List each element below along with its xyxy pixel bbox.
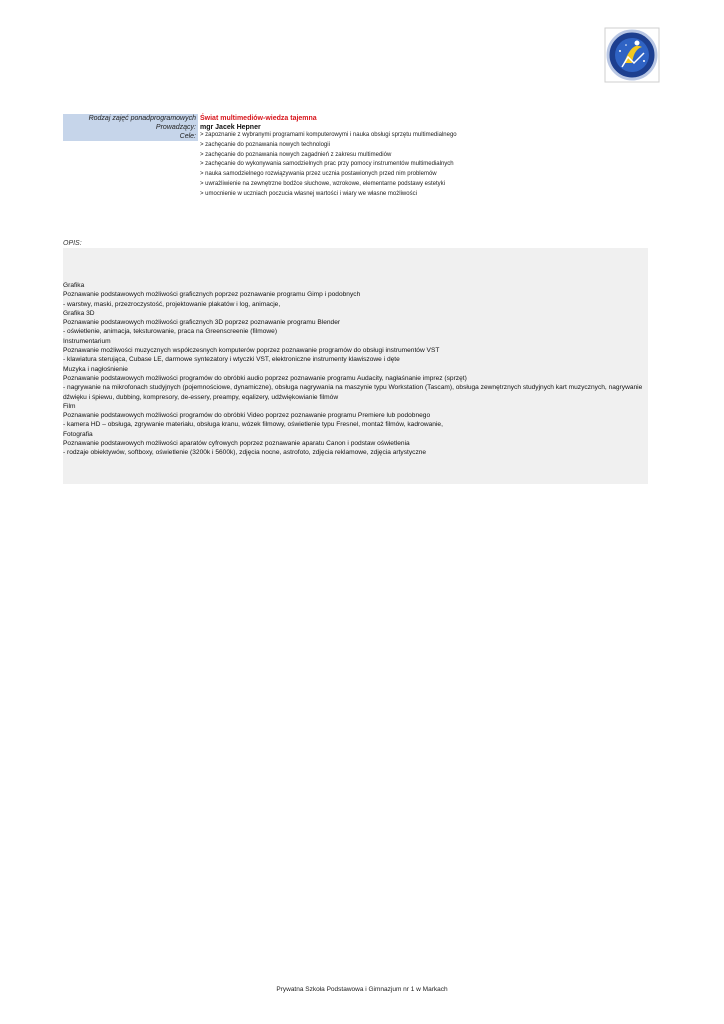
description-line: Poznawanie możliwości muzycznych współczesnych komputerów poprzez poznawanie programów do obsługi instrumentów VST	[63, 347, 440, 355]
description-line: Poznawanie podstawowych możliwości graficznych 3D poprzez poznawanie programu Blender	[63, 319, 341, 327]
school-emblem-icon	[604, 27, 660, 83]
description-line: - rodzaje obiektywów, softboxy, oświetlenie (3200k i 5600k), zdjęcia nocne, astrofoto, zdjęcia reklamowe, zdjęcia artystyczne	[63, 449, 427, 457]
description-line: - klawiatura sterująca, Cubase LE, darmowe syntezatory i wtyczki VST, elektroniczne instrumenty klawiszowe i dęte	[63, 356, 400, 364]
description-line: - kamera HD – obsługa, zgrywanie materiału, obsługa kranu, wózek filmowy, oświetlenie typu Fresnel, montaż filmów, kadrowanie,	[63, 421, 443, 429]
goal-item: > zachęcanie do wykonywania samodzielnych prac przy pomocy instrumentów multimedialnych	[200, 161, 454, 168]
goal-item: > zapoznanie z wybranymi programami komputerowymi i nauka obsługi sprzętu multimedialnego	[200, 132, 457, 138]
description-line: Grafika 3D	[63, 309, 95, 317]
course-title: Świat multimediów-wiedza tajemna	[200, 115, 317, 122]
description-line: Film	[63, 402, 76, 410]
description-line: Poznawanie podstawowych możliwości programów do obróbki Video poprzez poznawanie programu Premiere lub podobnego	[63, 412, 431, 420]
description-line: Poznawanie podstawowych możliwości aparatów cyfrowych poprzez poznawanie aparatu Canon i podstaw oświetlenia	[63, 440, 410, 448]
description-line: Fotografia	[63, 430, 93, 438]
description-line: - oświetlenie, animacja, teksturowanie, praca na Greenscreenie (filmowe)	[63, 328, 278, 336]
page-footer: Prywatna Szkoła Podstawowa i Gimnazjum nr 1 w Markach	[276, 986, 448, 993]
course-type-label: Rodzaj zajęć ponadprogramowych	[63, 114, 198, 123]
description-line: Grafika	[63, 282, 85, 289]
goal-item: > zachęcanie do poznawania nowych zagadnień z zakresu multimediów	[200, 151, 392, 158]
description-line: Muzyka i nagłośnienie	[63, 365, 128, 373]
description-line: Poznawanie podstawowych możliwości programów do obróbki audio poprzez poznawanie programu Audacity, nagłaśnanie imprez (sprzęt)	[63, 374, 467, 382]
goal-item: > uwrażliwienie na zewnętrzne bodźce słuchowe, wzrokowe, elementarne podstawy estetyki	[200, 180, 445, 187]
description-line: Poznawanie podstawowych możliwości graficznych poprzez poznawanie programu Gimp i podobnych	[63, 291, 361, 299]
goal-item: > nauka samodzielnego rozwiązywania przez ucznia postawionych przed nim problemów	[200, 171, 437, 178]
goals-label: Cele:	[63, 132, 198, 141]
description-line: - warstwy, maski, przezroczystość, projektowanie plakatów i log, animacje,	[63, 300, 281, 308]
description-line: - nagrywanie na mikrofonach studyjnych (pojemnościowe, dynamiczne), obsługa nagrywania na maszynie typu Workstation (Tascam), obsługa zewnętrznych studyjnych kart muzycznych, nagrywanie dźwięku i śpiewu, dubbing, kompresory, de-essery, preampy, eqalizery, udźwiękowianie filmów	[63, 384, 643, 401]
goal-item: > zachęcanie do poznawania nowych technologii	[200, 141, 330, 148]
course-type-row	[63, 114, 648, 123]
description-text	[63, 281, 648, 458]
goal-item: > umocnienie w uczniach poczucia własnej wartości i wiary we własne możliwości	[200, 190, 417, 197]
goals-list	[200, 131, 540, 200]
teacher-label: Prowadzący:	[63, 123, 198, 132]
teacher-name: mgr Jacek Hepner	[200, 124, 261, 131]
description-line: Instrumentarium	[63, 337, 111, 345]
description-label: OPIS:	[63, 240, 82, 247]
